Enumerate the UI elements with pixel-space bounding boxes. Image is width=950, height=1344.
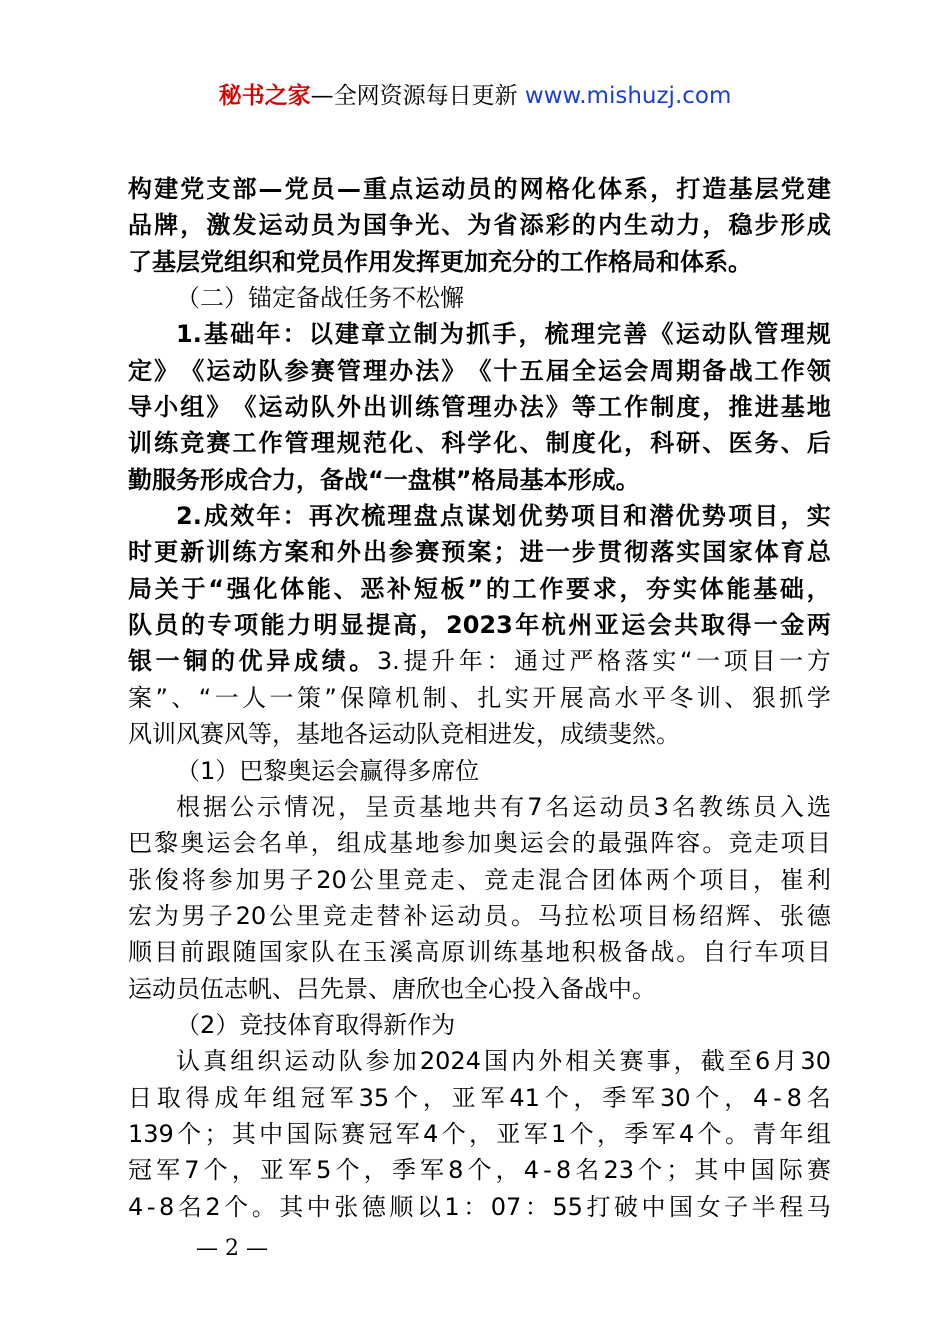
text-segment: 日 (128, 1083, 152, 1112)
text-line: 1. 基 础 年 ： 以 建 章 立 制 为 抓 手 ， 梳 理 完 善 《 运 动 队 管 理 规 (128, 316, 831, 352)
text-segment: 导 (128, 393, 152, 422)
text-line: 2. 成 效 年 ： 再 次 梳 理 盘 点 谋 划 优 势 项 目 和 潜 优 势 项 目 ， 实 (128, 498, 831, 534)
site-url[interactable]: www.mishuzj.com (524, 83, 732, 109)
text-segment: 局 (128, 574, 152, 603)
text-segment: 训 (128, 429, 152, 458)
text-line: 139 个 ； 其 中 国 际 赛 冠 军 4 个 ， 亚 军 1 个 ， 季 军 4 个 。 青 年 组 (128, 1116, 831, 1152)
text-line: 局 关 于 “ 强 化 体 能 、 恶 补 短 板 ” 的 工 作 要 求 ， 夯 实 体 能 基 础 ， (128, 571, 831, 607)
text-segment: 银 (128, 647, 152, 676)
text-line: 冠 军 7 个 ， 亚 军 5 个 ， 季 军 8 个 ， 4 - 8 名 23 个 ； 其 中 国 际 赛 (128, 1152, 831, 1188)
text-segment: 品 (128, 211, 152, 240)
text-segment: 勤 (128, 465, 152, 494)
text-line: （ 1 ） 巴 黎 奥 运 会 赢 得 多 席 位 (128, 753, 831, 789)
text-segment: 1. (176, 320, 202, 349)
text-line: 认 真 组 织 运 动 队 参 加 2024 国 内 外 相 关 赛 事 ， 截 至 6 月 30 (128, 1043, 831, 1079)
text-line: 顺 目 前 跟 随 国 家 队 在 玉 溪 高 原 训 练 基 地 积 极 备 战 。 自 行 车 项 目 (128, 934, 831, 970)
text-line: 队 员 的 专 项 能 力 明 显 提 高 ， 2023 年 杭 州 亚 运 会 共 取 得 一 金 两 (128, 607, 831, 643)
text-segment: 构 (128, 175, 152, 203)
text-line: 训 练 竞 赛 工 作 管 理 规 范 化 、 科 学 化 、 制 度 化 ， 科 研 、 医 务 、 后 (128, 425, 831, 461)
text-segment: 顺 (128, 938, 152, 967)
text-segment: 风 (128, 720, 152, 749)
text-segment: 4 (128, 1192, 144, 1221)
text-line: （ 2 ） 竞 技 体 育 取 得 新 作 为 (128, 1007, 831, 1043)
text-line: 运 动 员 伍 志 帆 、 吕 先 景 、 唐 欣 也 全 心 投 入 备 战 中 。 (128, 971, 831, 1007)
banner-tagline: —全网资源每日更新 (310, 83, 518, 109)
text-line: 风 训 风 赛 风 等 ， 基 地 各 运 动 队 竞 相 进 发 ， 成 绩 斐 然 。 (128, 716, 831, 752)
text-segment: 张 (128, 865, 152, 894)
text-line: 巴 黎 奥 运 会 名 单 ， 组 成 基 地 参 加 奥 运 会 的 最 强 阵 容 。 竞 走 项 目 (128, 825, 831, 861)
page-number: — 2 — (196, 1236, 268, 1261)
text-segment: 139 (128, 1119, 174, 1148)
text-segment: （ (176, 1010, 200, 1039)
text-line: 案 ” 、 “ 一 人 一 策 ” 保 障 机 制 、 扎 实 开 展 高 水 平 冬 训 、 狠 抓 学 (128, 680, 831, 716)
text-line: 张 俊 将 参 加 男 子 20 公 里 竞 走 、 竞 走 混 合 团 体 两 个 项 目 ， 崔 利 (128, 862, 831, 898)
document-body (128, 171, 831, 1225)
brand-name: 秘书之家 (218, 83, 311, 109)
text-segment: 冠 (128, 1156, 152, 1185)
text-line: 定 》 《 运 动 队 参 赛 管 理 办 法 》 《 十 五 届 全 运 会 周 期 备 战 工 作 领 (128, 353, 831, 389)
text-line: 品 牌 ， 激 发 运 动 员 为 国 争 光 、 为 省 添 彩 的 内 生 动 力 ， 稳 步 形 成 (128, 207, 831, 243)
text-segment: 运 (128, 974, 152, 1003)
text-segment: 认 (176, 1047, 200, 1076)
text-segment: 3. (376, 647, 400, 676)
site-banner (0, 80, 950, 112)
text-segment: 时 (128, 538, 152, 567)
text-segment: 案 (128, 683, 152, 712)
text-segment: 2. (176, 502, 202, 531)
text-segment: （ (176, 284, 200, 313)
text-line: 4 - 8 名 2 个 。 其 中 张 德 顺 以 1 ： 07 ： 55 打 破 中 国 女 子 半 程 马 (128, 1189, 831, 1225)
text-segment: 根 (176, 792, 200, 821)
text-segment: 定 (128, 356, 152, 385)
text-segment: 宏 (128, 901, 152, 930)
text-line: 勤 服 务 形 成 合 力 ， 备 战 “ 一 盘 棋 ” 格 局 基 本 形 成 。 (128, 462, 831, 498)
text-segment: 队 (128, 611, 152, 640)
text-line: 银 一 铜 的 优 异 成 绩 。 3. 提 升 年 ： 通 过 严 格 落 实 “ 一 项 目 一 方 (128, 643, 831, 679)
text-line: （ 二 ） 锚 定 备 战 任 务 不 松 懈 (128, 280, 831, 316)
text-line: 日 取 得 成 年 组 冠 军 35 个 ， 亚 军 41 个 ， 季 军 30 个 ， 4 - 8 名 (128, 1080, 831, 1116)
text-segment: 巴 (128, 829, 152, 858)
text-line: 根 据 公 示 情 况 ， 呈 贡 基 地 共 有 7 名 运 动 员 3 名 教 练 员 入 选 (128, 789, 831, 825)
text-line: 了 基 层 党 组 织 和 党 员 作 用 发 挥 更 加 充 分 的 工 作 格 局 和 体 系 。 (128, 244, 831, 280)
text-segment: （ (176, 756, 200, 785)
text-line: 时 更 新 训 练 方 案 和 外 出 参 赛 预 案 ； 进 一 步 贯 彻 落 实 国 家 体 育 总 (128, 534, 831, 570)
text-line: 宏 为 男 子 20 公 里 竞 走 替 补 运 动 员 。 马 拉 松 项 目 杨 绍 辉 、 张 德 (128, 898, 831, 934)
text-line: 构 建 党 支 部 — 党 员 — 重 点 运 动 员 的 网 格 化 体 系 ， 打 造 基 层 党 建 (128, 171, 831, 207)
text-segment: 了 (128, 247, 152, 276)
text-line: 导 小 组 》 《 运 动 队 外 出 训 练 管 理 办 法 》 等 工 作 制 度 ， 推 进 基 地 (128, 389, 831, 425)
